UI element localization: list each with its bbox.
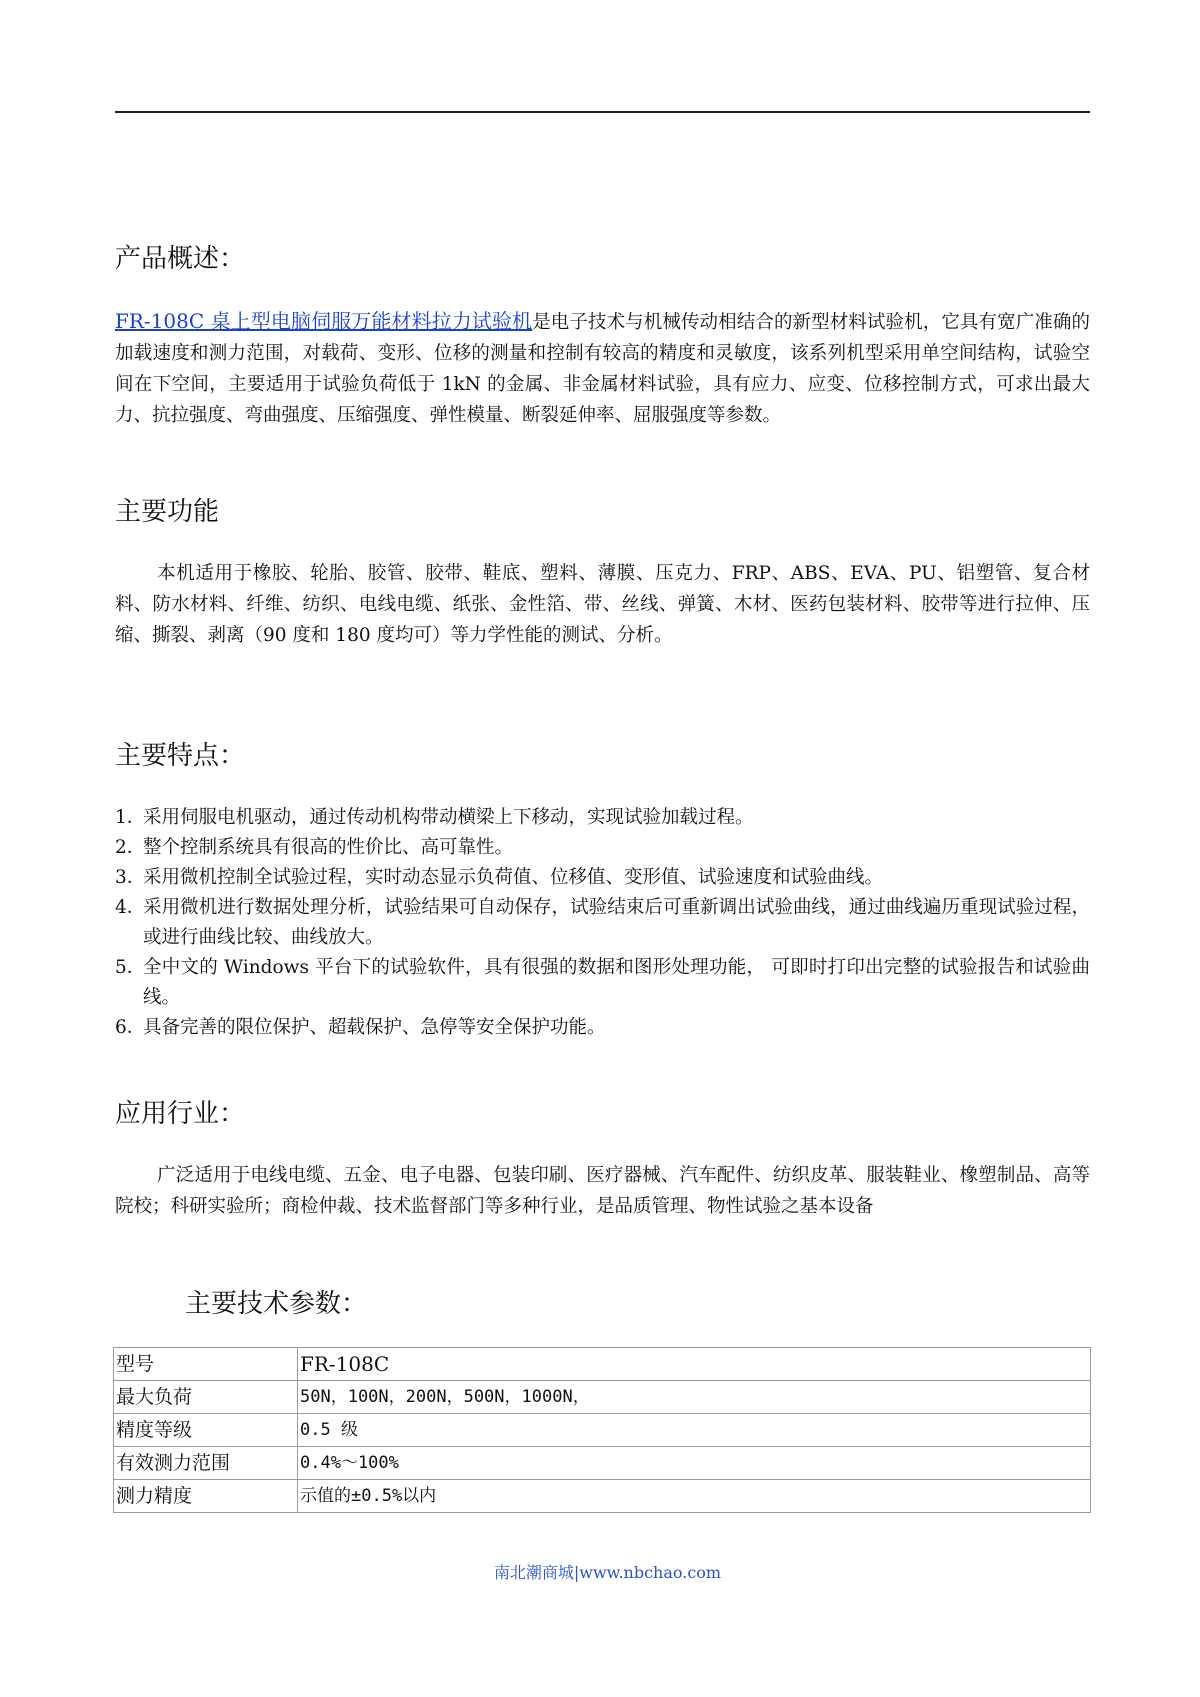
top-divider	[115, 111, 1090, 113]
features-list	[115, 803, 1090, 1043]
feature-text: 具备完善的限位保护、超载保护、急停等安全保护功能。	[143, 1017, 606, 1038]
feature-number: 1．	[115, 807, 146, 828]
feature-item	[115, 863, 1090, 893]
table-row	[114, 1414, 1091, 1447]
param-label: 型号	[114, 1348, 298, 1381]
feature-item	[115, 803, 1090, 833]
table-row	[114, 1480, 1091, 1513]
feature-item	[115, 893, 1090, 953]
params-table	[113, 1347, 1091, 1513]
feature-item	[115, 1013, 1090, 1043]
param-value: 0.4%～100%	[298, 1447, 1091, 1480]
feature-number: 4．	[115, 897, 146, 918]
feature-text: 整个控制系统具有很高的性价比、高可靠性。	[143, 837, 514, 858]
functions-paragraph: 本机适用于橡胶、轮胎、胶管、胶带、鞋底、塑料、薄膜、压克力、FRP、ABS、EVA、PU、铝塑管、复合材料、防水材料、纤维、纺织、电线电缆、纸张、金性箔、带、丝线、弹簧、木材、医药包装材料、胶带等进行拉伸、压缩、撕裂、剥离（90 度和 180 度均可）等力学性能的测试、分析。	[115, 563, 1090, 646]
table-row	[114, 1348, 1091, 1381]
params-heading: 主要技术参数：	[185, 1289, 368, 1319]
param-label: 精度等级	[114, 1414, 298, 1447]
feature-text: 采用伺服电机驱动，通过传动机构带动横梁上下移动，实现试验加载过程。	[143, 807, 754, 828]
overview-text: 是电子技术与机械传动相结合的新型材料试验机，它具有宽广准确的加载速度和测力范围，对载荷、变形、位移的测量和控制有较高的精度和灵敏度，该系列机型采用单空间结构，试验空间在下空间，主要适用于试验负荷低于 1kN 的金属、非金属材料试验，具有应力、应变、位移控制方式，可求出最大力、抗拉强度、弯曲强度、压缩强度、弹性模量、断裂延伸率、屈服强度等参数。	[115, 312, 1090, 426]
feature-text: 全中文的 Windows 平台下的试验软件，具有很强的数据和图形处理功能， 可即时打印出完整的试验报告和试验曲线。	[143, 957, 1090, 1008]
table-row	[114, 1447, 1091, 1480]
overview-paragraph	[115, 306, 1090, 431]
industries-paragraph: 广泛适用于电线电缆、五金、电子电器、包装印刷、医疗器械、汽车配件、纺织皮革、服装鞋业、橡塑制品、高等院校；科研实验所；商检仲裁、技术监督部门等多种行业，是品质管理、物性试验之基本设备	[115, 1165, 1090, 1217]
footer-link[interactable]: 南北潮商城|www.nbchao.com	[493, 1563, 722, 1582]
feature-item	[115, 833, 1090, 863]
param-value: FR-108C	[298, 1348, 1091, 1381]
overview-heading: 产品概述：	[115, 244, 246, 274]
feature-text: 采用微机进行数据处理分析，试验结果可自动保存，试验结束后可重新调出试验曲线，通过曲线遍历重现试验过程，或进行曲线比较、曲线放大。	[143, 897, 1090, 948]
table-row	[114, 1381, 1091, 1414]
features-heading: 主要特点：	[115, 741, 246, 771]
param-value: 示值的±0.5%以内	[298, 1480, 1091, 1513]
feature-number: 2．	[115, 837, 146, 858]
product-link[interactable]: FR-108C 桌上型电脑伺服万能材料拉力试验机	[115, 309, 533, 333]
param-value: 50N，100N，200N，500N，1000N，	[298, 1381, 1091, 1414]
param-value: 0.5 级	[298, 1414, 1091, 1447]
feature-item	[115, 953, 1090, 1013]
feature-number: 5．	[115, 957, 146, 978]
feature-number: 3．	[115, 867, 146, 888]
feature-number: 6．	[115, 1017, 146, 1038]
industries-heading: 应用行业：	[115, 1099, 246, 1129]
feature-text: 采用微机控制全试验过程，实时动态显示负荷值、位移值、变形值、试验速度和试验曲线。	[143, 867, 884, 888]
param-label: 最大负荷	[114, 1381, 298, 1414]
param-label: 有效测力范围	[114, 1447, 298, 1480]
functions-heading: 主要功能	[115, 497, 220, 527]
param-label: 测力精度	[114, 1480, 298, 1513]
